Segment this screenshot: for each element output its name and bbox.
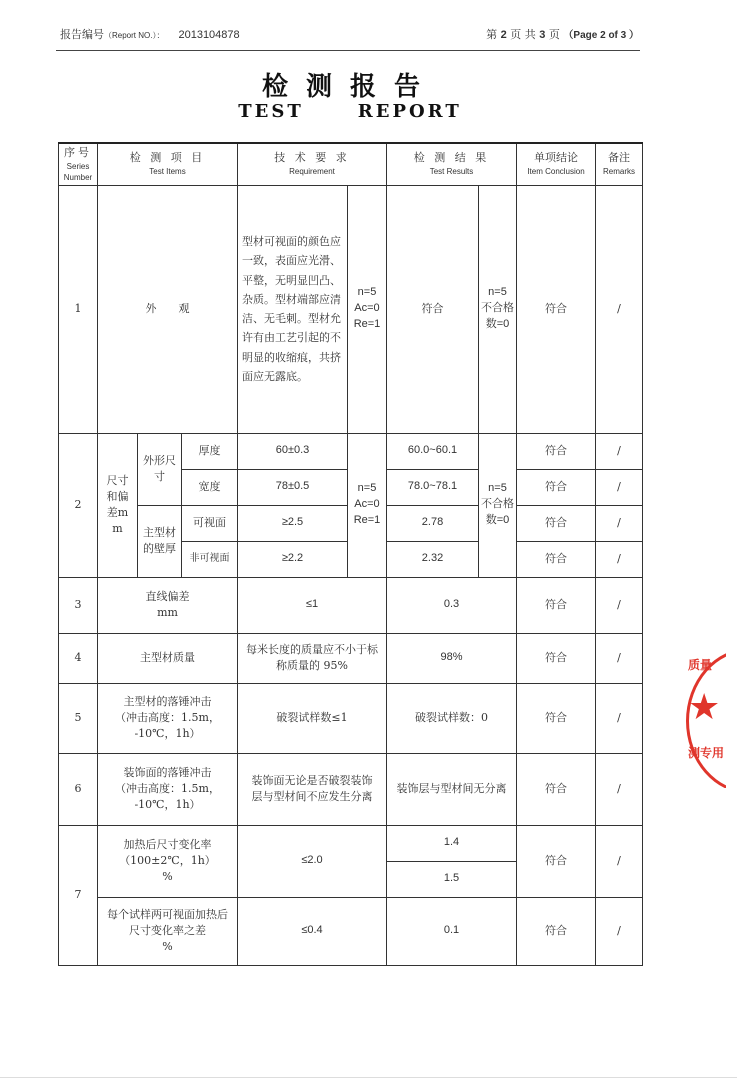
- row2-res-sample: n=5 不合格数=0: [479, 433, 517, 577]
- page-total: 3: [539, 29, 546, 41]
- col-no-en: Series Number: [63, 161, 93, 183]
- row4-no: 4: [59, 633, 98, 683]
- row7-req-b: ≤0.4: [238, 897, 387, 965]
- row2-line2-concl: 符合: [517, 469, 596, 505]
- title-en-word-1: TEST: [238, 101, 304, 122]
- col-res-en: Test Results: [429, 167, 474, 177]
- row2-line3-res: 2.78: [387, 505, 479, 541]
- table-row: [59, 753, 643, 825]
- col-item-header: [98, 143, 238, 185]
- table-row: [59, 897, 643, 965]
- col-rem-cn: 备注: [608, 151, 630, 165]
- stamp-text-bottom: 测专用: [688, 746, 725, 760]
- row6-res: 装饰层与型材间无分离: [387, 753, 517, 825]
- col-concl-cn: 单项结论: [534, 151, 578, 165]
- title-en: [0, 101, 700, 122]
- col-rem-en: Remarks: [602, 167, 635, 177]
- row2-line2-rem: /: [596, 469, 643, 505]
- row3-req: ≤1: [238, 577, 387, 633]
- row1-no: 1: [59, 185, 98, 433]
- row4-res: 98%: [387, 633, 517, 683]
- row7-concl-b: 符合: [517, 897, 596, 965]
- col-res-cn: 检 测 结 果: [413, 151, 490, 165]
- table-header-row: [59, 143, 643, 185]
- title-cn: 检测报告: [261, 72, 438, 102]
- row3-concl: 符合: [517, 577, 596, 633]
- row3-rem: /: [596, 577, 643, 633]
- table-row: [59, 577, 643, 633]
- row6-no: 6: [59, 753, 98, 825]
- row2-line2-name: 宽度: [182, 469, 238, 505]
- col-req-cn: 技 术 要 求: [274, 151, 350, 165]
- row4-rem: /: [596, 633, 643, 683]
- title-en-word-2: REPORT: [357, 101, 462, 122]
- row6-item: 装饰面的落锤冲击 （冲击高度：1.5m， -10℃，1h）: [98, 753, 238, 825]
- row2-sub-b: 主型材的壁厚: [138, 505, 182, 577]
- row2-line3-concl: 符合: [517, 505, 596, 541]
- col-item-cn: 检 测 项 目: [129, 151, 206, 165]
- col-concl-en: Item Conclusion: [527, 167, 585, 177]
- row2-group: 尺寸和偏差mm: [98, 433, 138, 577]
- row1-rem: /: [596, 185, 643, 433]
- row7-item-a: 加热后尺寸变化率 （100±2℃，1h） %: [98, 825, 238, 897]
- row7-no: 7: [59, 825, 98, 965]
- row2-line4-concl: 符合: [517, 541, 596, 577]
- row3-no: 3: [59, 577, 98, 633]
- stamp-text-top: 质量: [688, 658, 713, 672]
- row6-concl: 符合: [517, 753, 596, 825]
- row7-res-a2: 1.5: [387, 861, 517, 897]
- row1-item: 外 观: [98, 185, 238, 433]
- row4-req: 每米长度的质量应不小于标称质量的 95%: [238, 633, 387, 683]
- page-indicator: [486, 26, 639, 42]
- row6-req: 装饰面无论是否破裂装饰层与型材间不应发生分离: [238, 753, 387, 825]
- row7-item-b: 每个试样两可视面加热后尺寸变化率之差 %: [98, 897, 238, 965]
- col-no-cn: 序号: [64, 145, 92, 159]
- col-no-header: [59, 143, 98, 185]
- row2-line1-req: 60±0.3: [238, 433, 348, 469]
- row2-line1-concl: 符合: [517, 433, 596, 469]
- row5-no: 5: [59, 683, 98, 753]
- row1-concl: 符合: [517, 185, 596, 433]
- row7-req-a: ≤2.0: [238, 825, 387, 897]
- col-res-header: [387, 143, 517, 185]
- row5-rem: /: [596, 683, 643, 753]
- col-concl-header: [517, 143, 596, 185]
- row2-line2-res: 78.0~78.1: [387, 469, 479, 505]
- row5-res: 破裂试样数：0: [387, 683, 517, 753]
- row5-req: 破裂试样数≤1: [238, 683, 387, 753]
- row4-item: 主型材质量: [98, 633, 238, 683]
- row2-line4-res: 2.32: [387, 541, 479, 577]
- row1-res-sample: n=5 不合格数=0: [479, 185, 517, 433]
- row6-rem: /: [596, 753, 643, 825]
- col-req-header: [238, 143, 387, 185]
- row3-item: 直线偏差 mm: [98, 577, 238, 633]
- row2-line3-name: 可视面: [182, 505, 238, 541]
- report-number-label-en: （Report NO.）：: [104, 31, 165, 40]
- footer-divider: [0, 1077, 737, 1078]
- report-number-value: 2013104878: [178, 29, 240, 41]
- page-label-3: 页: [548, 28, 560, 41]
- row4-concl: 符合: [517, 633, 596, 683]
- col-req-en: Requirement: [289, 167, 335, 177]
- page-label-en: （Page 2 of 3 ）: [563, 30, 639, 41]
- row2-line1-name: 厚度: [182, 433, 238, 469]
- page-number: 2: [500, 29, 507, 41]
- table-row: [59, 433, 643, 469]
- table-row: [59, 825, 643, 861]
- row7-res-a1: 1.4: [387, 825, 517, 861]
- row5-concl: 符合: [517, 683, 596, 753]
- table-row: [59, 185, 643, 433]
- row1-sample: n=5 Ac=0 Re=1: [348, 185, 387, 433]
- star-icon: ★: [688, 687, 721, 728]
- row3-res: 0.3: [387, 577, 517, 633]
- row2-line3-req: ≥2.5: [238, 505, 348, 541]
- report-number: [60, 26, 240, 42]
- row2-sample: n=5 Ac=0 Re=1: [348, 433, 387, 577]
- col-item-en: Test Items: [149, 167, 186, 177]
- row2-line2-req: 78±0.5: [238, 469, 348, 505]
- red-seal-stamp: [686, 648, 726, 788]
- row2-line4-rem: /: [596, 541, 643, 577]
- row1-res: 符合: [387, 185, 479, 433]
- page-label-2: 页 共: [510, 28, 536, 41]
- row2-line1-rem: /: [596, 433, 643, 469]
- report-number-label-cn: 报告编号: [60, 28, 104, 41]
- row2-line3-rem: /: [596, 505, 643, 541]
- row2-line4-name: 非可视面: [182, 541, 238, 577]
- col-rem-header: [596, 143, 643, 185]
- row5-item: 主型材的落锤冲击 （冲击高度：1.5m， -10℃，1h）: [98, 683, 238, 753]
- row2-line4-req: ≥2.2: [238, 541, 348, 577]
- test-report-table: [58, 142, 643, 966]
- header-divider: [56, 50, 640, 51]
- row7-res-b: 0.1: [387, 897, 517, 965]
- row2-line1-res: 60.0~60.1: [387, 433, 479, 469]
- page-label-1: 第: [486, 28, 498, 41]
- row7-concl-a: 符合: [517, 825, 596, 897]
- row2-sub-a: 外形尺寸: [138, 433, 182, 505]
- row1-req: 型材可视面的颜色应一致，表面应光滑、平整，无明显凹凸、杂质。型材端部应清洁、无毛刺。型材允许有由工艺引起的不明显的收缩痕，共挤面应无露底。: [238, 185, 348, 433]
- table-row: [59, 633, 643, 683]
- table-row: [59, 683, 643, 753]
- row7-rem-b: /: [596, 897, 643, 965]
- row7-rem-a: /: [596, 825, 643, 897]
- row2-no: 2: [59, 433, 98, 577]
